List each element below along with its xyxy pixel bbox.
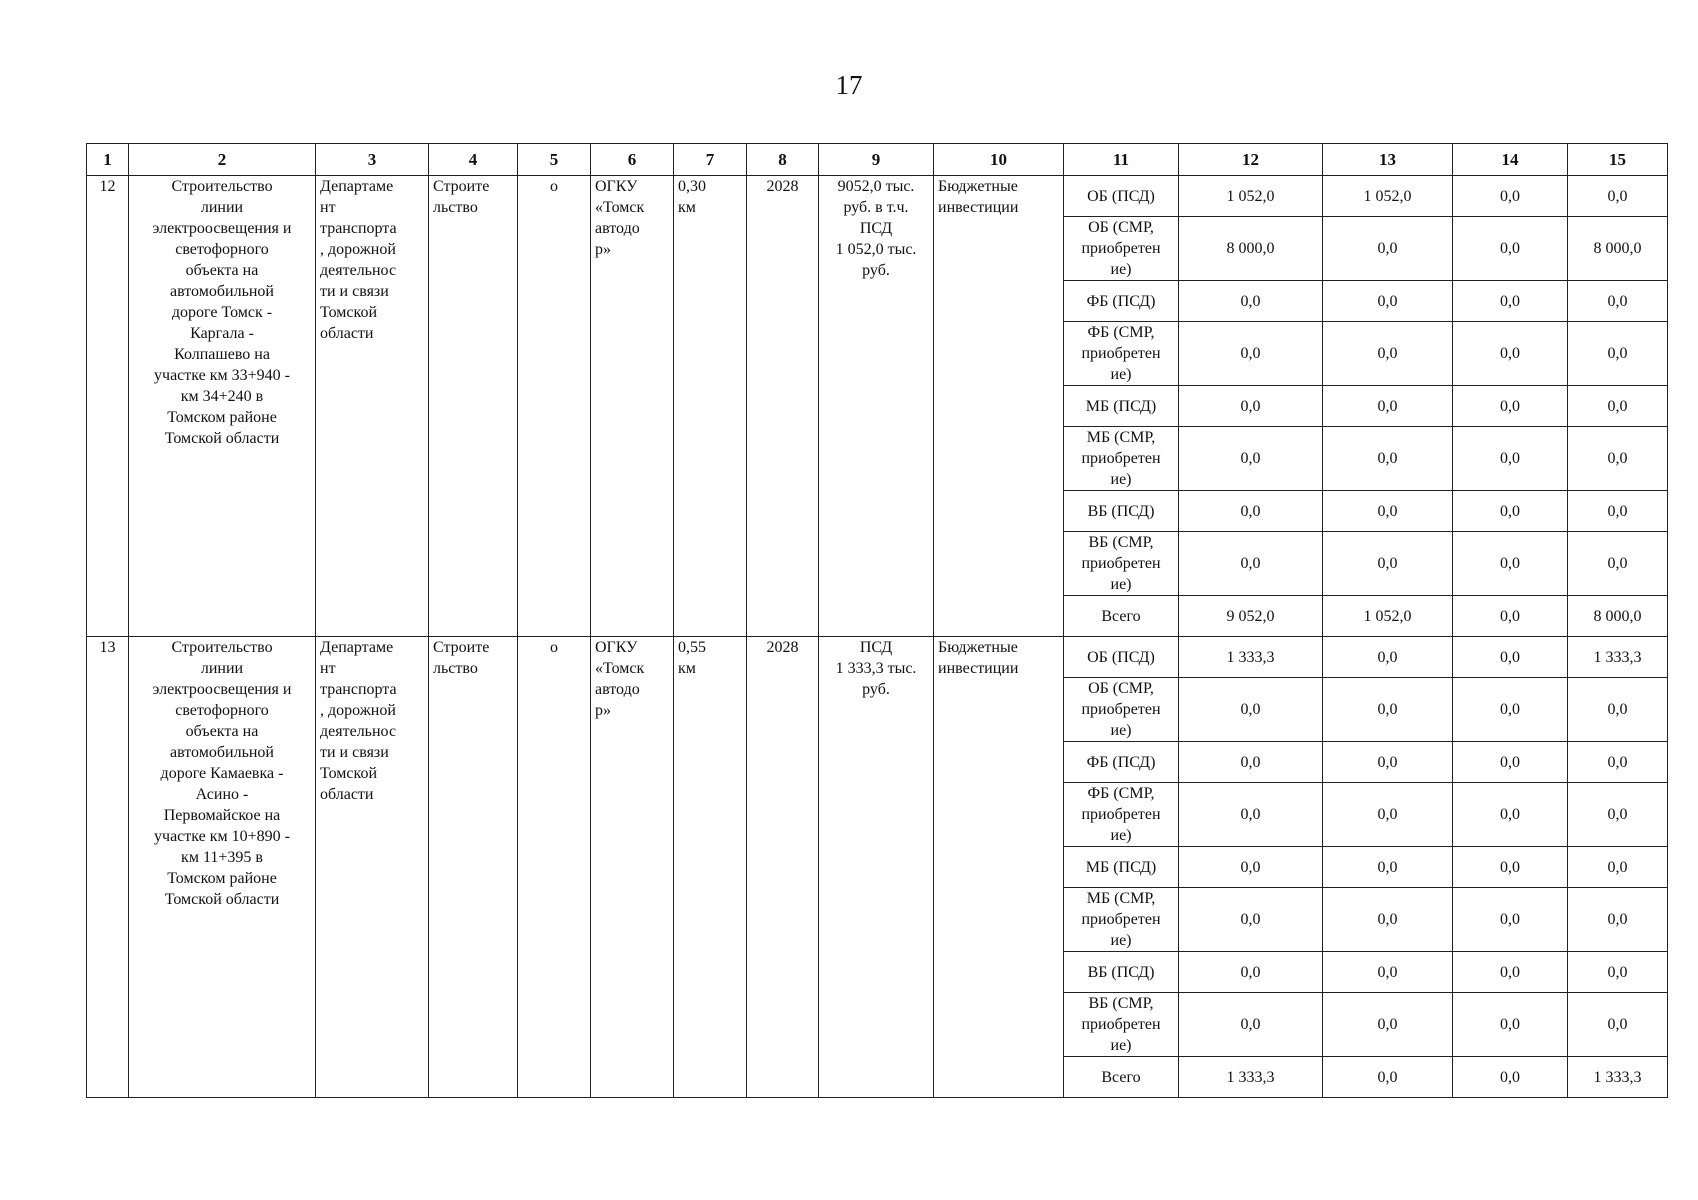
object-length: 0,55 км	[674, 637, 747, 1098]
column-header: 8	[747, 144, 819, 176]
funding-source: ОБ (СМР, приобретен ие)	[1064, 678, 1179, 742]
funding-source: ФБ (СМР, приобретен ие)	[1064, 783, 1179, 847]
customer-organization: ОГКУ «Томск автодо р»	[591, 637, 674, 1098]
funding-value: 0,0	[1453, 637, 1568, 678]
funding-value: 0,0	[1179, 386, 1323, 427]
funding-value: 0,0	[1179, 993, 1323, 1057]
funding-value: 0,0	[1323, 491, 1453, 532]
investment-form: Бюджетные инвестиции	[934, 637, 1064, 1098]
column-header: 12	[1179, 144, 1323, 176]
column-header: 10	[934, 144, 1064, 176]
funding-value: 0,0	[1179, 678, 1323, 742]
funding-value: 0,0	[1568, 491, 1668, 532]
funding-value: 0,0	[1568, 322, 1668, 386]
funding-value: 1 052,0	[1179, 176, 1323, 217]
funding-value: 0,0	[1179, 322, 1323, 386]
funding-value: 0,0	[1453, 176, 1568, 217]
funding-value: 0,0	[1568, 678, 1668, 742]
column-number-row	[87, 144, 1668, 176]
funding-source: ВБ (СМР, приобретен ие)	[1064, 993, 1179, 1057]
work-type: Строите льство	[429, 176, 518, 637]
page-number: 17	[835, 70, 863, 100]
table-row	[87, 637, 1668, 678]
funding-value: 0,0	[1453, 952, 1568, 993]
funding-value: 1 052,0	[1323, 176, 1453, 217]
funding-source: ВБ (СМР, приобретен ие)	[1064, 532, 1179, 596]
funding-source: Всего	[1064, 596, 1179, 637]
funding-value: 0,0	[1323, 888, 1453, 952]
customer-organization: ОГКУ «Томск автодо р»	[591, 176, 674, 637]
funding-value: 0,0	[1453, 491, 1568, 532]
funding-value: 0,0	[1323, 847, 1453, 888]
column-header: 11	[1064, 144, 1179, 176]
completion-year: 2028	[747, 176, 819, 637]
column-5-value: о	[518, 176, 591, 637]
funding-value: 1 333,3	[1179, 637, 1323, 678]
column-5-value: о	[518, 637, 591, 1098]
funding-source: ОБ (ПСД)	[1064, 176, 1179, 217]
funding-source: ОБ (СМР, приобретен ие)	[1064, 217, 1179, 281]
column-header: 7	[674, 144, 747, 176]
funding-value: 1 333,3	[1568, 1057, 1668, 1098]
funding-value: 0,0	[1568, 386, 1668, 427]
funding-source: ФБ (ПСД)	[1064, 742, 1179, 783]
column-header: 6	[591, 144, 674, 176]
estimated-cost: 9052,0 тыс. руб. в т.ч. ПСД 1 052,0 тыс. руб.	[819, 176, 934, 637]
funding-value: 0,0	[1179, 888, 1323, 952]
column-header: 1	[87, 144, 129, 176]
funding-value: 0,0	[1568, 888, 1668, 952]
funding-value: 0,0	[1453, 783, 1568, 847]
funding-value: 0,0	[1453, 847, 1568, 888]
funding-value: 0,0	[1323, 281, 1453, 322]
investment-table	[86, 143, 1668, 1098]
table-row	[87, 176, 1668, 217]
funding-value: 8 000,0	[1568, 217, 1668, 281]
funding-value: 0,0	[1323, 1057, 1453, 1098]
funding-value: 0,0	[1568, 742, 1668, 783]
funding-value: 0,0	[1453, 281, 1568, 322]
funding-source: ФБ (СМР, приобретен ие)	[1064, 322, 1179, 386]
column-header: 2	[129, 144, 316, 176]
row-number: 12	[87, 176, 129, 637]
object-name: Строительство линии электроосвещения и светофорного объекта на автомобильной дороге Камаевка - Асино - Первомайское на участке км 10+890 - км 11+395 в Томском районе Томской области	[129, 637, 316, 1098]
funding-value: 0,0	[1453, 322, 1568, 386]
funding-value: 0,0	[1323, 427, 1453, 491]
funding-value: 0,0	[1323, 386, 1453, 427]
funding-value: 0,0	[1568, 847, 1668, 888]
funding-value: 0,0	[1568, 952, 1668, 993]
funding-value: 0,0	[1568, 532, 1668, 596]
funding-source: МБ (СМР, приобретен ие)	[1064, 427, 1179, 491]
funding-value: 8 000,0	[1179, 217, 1323, 281]
funding-value: 0,0	[1453, 386, 1568, 427]
funding-value: 0,0	[1453, 217, 1568, 281]
funding-value: 0,0	[1323, 952, 1453, 993]
funding-value: 0,0	[1323, 783, 1453, 847]
funding-value: 0,0	[1179, 491, 1323, 532]
investment-form: Бюджетные инвестиции	[934, 176, 1064, 637]
funding-value: 0,0	[1323, 217, 1453, 281]
funding-source: Всего	[1064, 1057, 1179, 1098]
funding-value: 0,0	[1323, 532, 1453, 596]
funding-value: 0,0	[1179, 427, 1323, 491]
column-header: 13	[1323, 144, 1453, 176]
funding-value: 0,0	[1179, 847, 1323, 888]
funding-value: 0,0	[1179, 783, 1323, 847]
funding-value: 0,0	[1453, 427, 1568, 491]
funding-value: 0,0	[1323, 637, 1453, 678]
funding-value: 0,0	[1568, 176, 1668, 217]
funding-value: 0,0	[1453, 532, 1568, 596]
funding-value: 0,0	[1323, 993, 1453, 1057]
funding-value: 0,0	[1568, 281, 1668, 322]
funding-value: 1 333,3	[1568, 637, 1668, 678]
object-name: Строительство линии электроосвещения и светофорного объекта на автомобильной дороге Томск - Каргала - Колпашево на участке км 33+940 - км 34+240 в Томском районе Томской области	[129, 176, 316, 637]
funding-source: ВБ (ПСД)	[1064, 952, 1179, 993]
row-number: 13	[87, 637, 129, 1098]
funding-value: 0,0	[1179, 532, 1323, 596]
funding-value: 0,0	[1323, 678, 1453, 742]
estimated-cost: ПСД 1 333,3 тыс. руб.	[819, 637, 934, 1098]
funding-value: 0,0	[1568, 993, 1668, 1057]
funding-value: 8 000,0	[1568, 596, 1668, 637]
column-header: 5	[518, 144, 591, 176]
responsible-department: Департаме нт транспорта , дорожной деятельнос ти и связи Томской области	[316, 176, 429, 637]
funding-value: 0,0	[1179, 281, 1323, 322]
column-header: 9	[819, 144, 934, 176]
responsible-department: Департаме нт транспорта , дорожной деятельнос ти и связи Томской области	[316, 637, 429, 1098]
funding-value: 0,0	[1568, 783, 1668, 847]
funding-value: 0,0	[1323, 322, 1453, 386]
funding-source: МБ (ПСД)	[1064, 386, 1179, 427]
column-header: 15	[1568, 144, 1668, 176]
table-body	[87, 176, 1668, 1098]
funding-source: МБ (СМР, приобретен ие)	[1064, 888, 1179, 952]
object-length: 0,30 км	[674, 176, 747, 637]
column-header: 4	[429, 144, 518, 176]
funding-value: 0,0	[1453, 1057, 1568, 1098]
funding-value: 0,0	[1453, 993, 1568, 1057]
funding-value: 0,0	[1453, 742, 1568, 783]
funding-source: ВБ (ПСД)	[1064, 491, 1179, 532]
work-type: Строите льство	[429, 637, 518, 1098]
funding-source: МБ (ПСД)	[1064, 847, 1179, 888]
funding-value: 1 333,3	[1179, 1057, 1323, 1098]
completion-year: 2028	[747, 637, 819, 1098]
funding-value: 0,0	[1568, 427, 1668, 491]
funding-value: 1 052,0	[1323, 596, 1453, 637]
funding-value: 0,0	[1179, 952, 1323, 993]
funding-value: 0,0	[1453, 596, 1568, 637]
funding-value: 9 052,0	[1179, 596, 1323, 637]
funding-source: ФБ (ПСД)	[1064, 281, 1179, 322]
funding-source: ОБ (ПСД)	[1064, 637, 1179, 678]
column-header: 3	[316, 144, 429, 176]
funding-value: 0,0	[1179, 742, 1323, 783]
column-header: 14	[1453, 144, 1568, 176]
funding-value: 0,0	[1453, 678, 1568, 742]
funding-value: 0,0	[1323, 742, 1453, 783]
funding-value: 0,0	[1453, 888, 1568, 952]
